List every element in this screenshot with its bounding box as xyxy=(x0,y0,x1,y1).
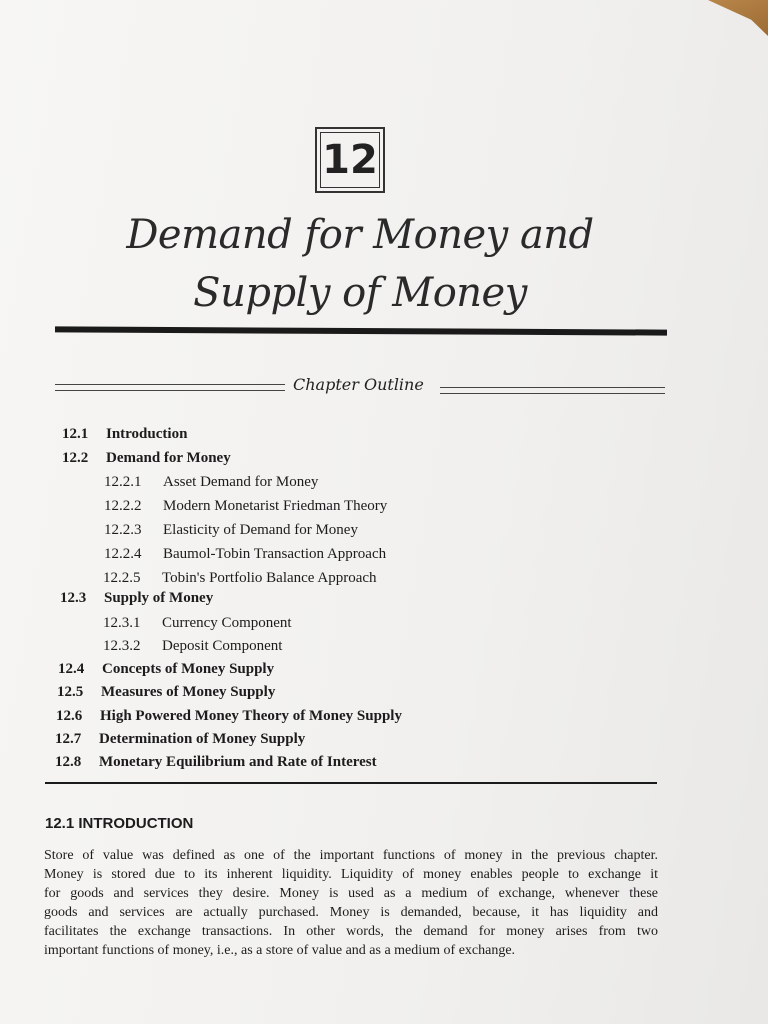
outline-rule-left xyxy=(55,384,285,391)
outline-item-text: Modern Monetarist Friedman Theory xyxy=(163,498,388,514)
section-heading: 12.1 INTRODUCTION xyxy=(45,815,194,832)
outline-item-text: Deposit Component xyxy=(162,638,283,654)
outline-item xyxy=(103,569,377,587)
paragraph-line: for goods and services they desire. Money is used as a medium of exchange, whenever these xyxy=(44,886,658,901)
chapter-title-line1: Demand for Money and xyxy=(126,212,594,258)
outline-item xyxy=(55,753,377,771)
outline-item xyxy=(103,637,282,655)
outline-item xyxy=(62,449,231,467)
paragraph-line: Money is stored due to its inherent liquidity. Liquidity of money enables people to exchange it xyxy=(44,867,658,882)
outline-item-number: 12.6 xyxy=(56,708,83,724)
outline-item-number: 12.4 xyxy=(58,661,85,677)
outline-item xyxy=(104,497,387,515)
outline-item xyxy=(55,730,305,748)
outline-item xyxy=(60,589,213,607)
outline-item-text: Baumol-Tobin Transaction Approach xyxy=(163,546,387,562)
outline-item-number: 12.3.2 xyxy=(103,638,141,654)
outline-item-number: 12.2.5 xyxy=(103,570,141,586)
outline-item-text: Asset Demand for Money xyxy=(163,474,319,490)
outline-item-text: High Powered Money Theory of Money Supply xyxy=(100,708,402,724)
outline-item-text: Supply of Money xyxy=(104,590,214,606)
outline-item xyxy=(104,521,358,539)
chapter-outline-label: Chapter Outline xyxy=(293,375,424,394)
outline-item-number: 12.7 xyxy=(55,731,82,747)
outline-item-text: Monetary Equilibrium and Rate of Interest xyxy=(99,754,377,770)
outline-item xyxy=(104,545,386,563)
outline-item-text: Tobin's Portfolio Balance Approach xyxy=(162,570,377,586)
chapter-title-line2: Supply of Money xyxy=(193,270,527,316)
outline-item-number: 12.8 xyxy=(55,754,82,770)
outline-item-text: Currency Component xyxy=(162,615,292,631)
outline-item xyxy=(62,425,187,443)
outline-item-number: 12.2.4 xyxy=(104,546,142,562)
outline-item-number: 12.2.2 xyxy=(104,498,142,514)
outline-rule-right xyxy=(440,387,665,394)
outline-item xyxy=(57,683,275,701)
title-divider xyxy=(55,326,667,335)
outline-item-number: 12.1 xyxy=(62,426,89,442)
outline-item-number: 12.2.1 xyxy=(104,474,142,490)
outline-item xyxy=(104,473,318,491)
chapter-number: 12 xyxy=(320,132,380,188)
outline-item-text: Concepts of Money Supply xyxy=(102,661,275,677)
outline-item-number: 12.3 xyxy=(60,590,87,606)
outline-item-text: Measures of Money Supply xyxy=(101,684,276,700)
outline-item-text: Elasticity of Demand for Money xyxy=(163,522,358,538)
paragraph-line: important functions of money, i.e., as a store of value and as a medium of exchange. xyxy=(44,943,516,958)
outline-item xyxy=(58,660,274,678)
paragraph-line: Store of value was defined as one of the important functions of money in the previous chapter. xyxy=(44,848,658,863)
outline-bottom-divider xyxy=(45,782,657,784)
chapter-number-box xyxy=(315,127,385,193)
paragraph-line: facilitates the exchange transactions. In other words, the demand for money arises from two xyxy=(44,924,658,939)
outline-item xyxy=(56,707,402,725)
chapter-outline-header xyxy=(55,375,665,403)
outline-item-number: 12.2 xyxy=(62,450,89,466)
outline-item-number: 12.5 xyxy=(57,684,84,700)
outline-item xyxy=(103,614,292,632)
outline-item-text: Introduction xyxy=(106,426,188,442)
paragraph-line: goods and services are actually purchased. Money is demanded, because, it has liquidity and xyxy=(44,905,658,920)
outline-item-text: Demand for Money xyxy=(106,450,231,466)
outline-item-number: 12.2.3 xyxy=(104,522,142,538)
outline-item-text: Determination of Money Supply xyxy=(99,731,306,747)
outline-item-number: 12.3.1 xyxy=(103,615,141,631)
table-edge xyxy=(708,0,768,36)
